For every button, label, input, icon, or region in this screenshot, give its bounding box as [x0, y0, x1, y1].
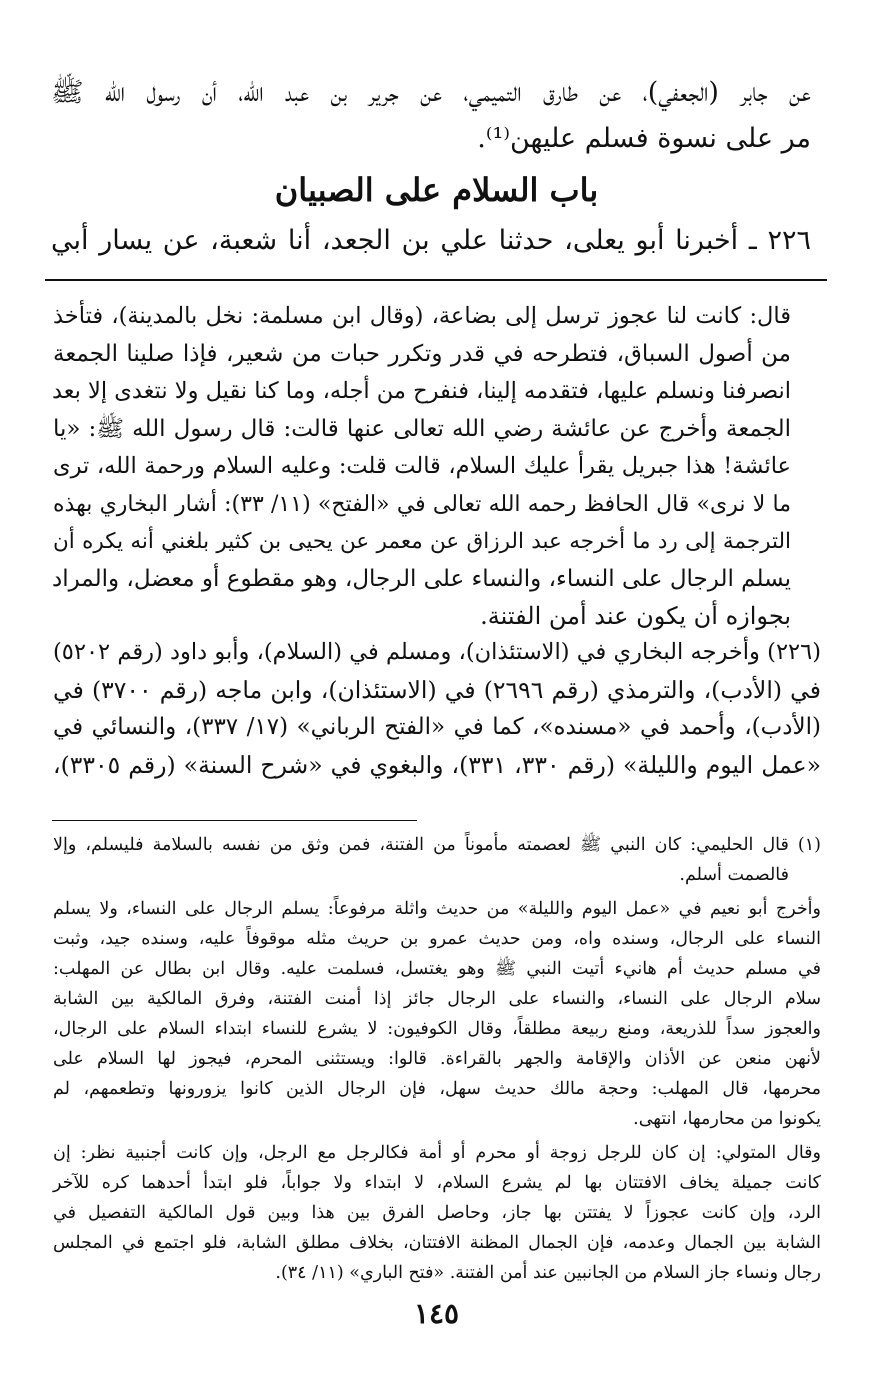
text-line: من أصول السباق، فتطرحه في قدر وتكرر حبات من شعير، فإذا صلينا الجمعة [53, 340, 791, 367]
footnote-paragraph [53, 830, 821, 890]
footnote-divider [52, 820, 417, 821]
text-line: «عمل اليوم والليلة» (رقم ٣٣٠، ٣٣١)، والبغوي في «شرح السنة» (رقم ٣٣٠٥)، [53, 750, 821, 779]
continuation-text [51, 70, 811, 162]
footnote-line: وقال المتولي: إن كان للرجل زوجة أو محرم أو أمة فكالرجل مع الرجل، وإن كانت أجنبية نظر: إن [53, 1143, 821, 1163]
text-line: انصرفنا ونسلم عليها، فتقدمه إلينا، فنفرح من أجله، وما كنا نقيل ولا نتغدى إلا بعد [51, 378, 791, 404]
text-line: الجمعة وأخرج عن عائشة رضي الله تعالى عنها قالت: قال رسول الله ﷺ: «يا [53, 415, 791, 442]
footnote-paragraph [53, 894, 821, 1134]
footnote-line: الشابة بين الجمال وعدمه، فإن الجمال المظنة الافتتان، بخلاف مطلق الشابة، فلو اجتمع في المجلس [53, 1233, 821, 1253]
text-line: بجوازه أن يكون عند أمن الفتنة. [480, 602, 791, 630]
text-line: مر على نسوة فسلم عليهن⁽¹⁾. [477, 123, 811, 154]
footnote-line: الرد، وإن كانت عجوزاً لا يفتتن بها جاز، وحاصل الفرق بين هذا وبين قول المالكية التفصيل في [53, 1203, 821, 1223]
text-line: (٢٢٦) وأخرجه البخاري في (الاستئذان)، ومسلم في (السلام)، وأبو داود (رقم ٥٢٠٢) [53, 639, 821, 665]
footnote-line: يكونوا من محارمها، انتهى. [633, 1109, 821, 1129]
page-number: ١٤٥ [413, 1297, 460, 1330]
text-line: (الأدب)، وأحمد في «مسنده»، كما في «الفتح الرباني» (١٧/ ٣٣٧)، والنسائي في [53, 714, 821, 740]
text-line: في (الأدب)، والترمذي (رقم ٢٦٩٦) في (الاستئذان)، وابن ماجه (رقم ٣٧٠٠) في [53, 675, 821, 704]
text-line: قال: كانت لنا عجوز ترسل إلى بضاعة، (وقال ابن مسلمة: نخل بالمدينة)، فتأخذ [53, 303, 791, 329]
main-divider [45, 279, 827, 281]
text-line: ما لا نرى» قال الحافظ رحمه الله تعالى في «الفتح» (١١/ ٣٣): أشار البخاري بهذه [53, 491, 791, 517]
footnote-line: النساء على الرجال، وسنده واه، ومن حديث عمرو بن حريث مثله موقوفاً عليه، وسنده جيد، وثبت [53, 929, 821, 949]
footnote-paragraph [53, 1138, 821, 1288]
footnote-line: سلام الرجال على النساء، والنساء على الرجال جائز إذا أمنت الفتنة، وفرق المالكية بين الشابة [53, 989, 821, 1009]
footnote-line: لأنهن منعن عن الأذان والإقامة والجهر بالقراءة. قالوا: ويستثنى المحرم، فيجوز لها السلام على [53, 1049, 821, 1069]
footnote-line: (١) قال الحليمي: كان النبي ﷺ لعصمته مأموناً من الفتنة، فمن وثق من نفسه بالسلامة فليسلم، وإلا [53, 835, 821, 855]
footnote-line: كانت جميلة يخاف الافتتان بها لم يشرع السلام، لا ابتداء ولا جواباً، فلو ابتدأ أحدهما كره للآخر [53, 1173, 821, 1193]
takhrij-block [53, 634, 821, 784]
footnote-line: وأخرج أبو نعيم في «عمل اليوم والليلة» من حديث واثلة مرفوعاً: يسلم الرجال على النساء، ولا يسلم [53, 899, 821, 919]
footnote-line: فالصمت أسلم. [679, 865, 789, 885]
footnotes-block [53, 830, 821, 1292]
chapter-title: باب السلام على الصبيان [274, 171, 599, 209]
text-line: عن جابر (الجعفي)، عن طارق التميمي، عن جرير بن عبد الله، أن رسول الله ﷺ [51, 77, 811, 108]
footnote-line: في مسلم حديث أم هانيء أتيت النبي ﷺ وهو يغتسل، فسلمت عليه. وقال ابن بطال عن المهلب: [53, 959, 821, 979]
footnote-line: رجال ونساء جاز السلام من الجانبين عند أمن الفتنة. «فتح الباري» (١١/ ٣٤). [275, 1263, 821, 1283]
commentary-block [53, 298, 791, 636]
text-line: الترجمة إلى رد ما أخرجه عبد الرزاق عن معمر عن يحيى بن كثير بلغني أنه يكره أن [53, 529, 791, 554]
footnote-line: والعجوز سداً للذريعة، ومنع ربيعة مطلقاً، وقال الكوفيون: لا يشرع للنساء ابتداء السلام على الرجال، [53, 1019, 821, 1039]
text-line: يسلم الرجال على النساء، والنساء على الرجال، وهو مقطوع أو معضل، والمراد [51, 565, 791, 592]
hadith-chain-line: ٢٢٦ ـ أخبرنا أبو يعلى، حدثنا علي بن الجعد، أنا شعبة، عن يسار أبي [51, 225, 811, 256]
text-line: عائشة! هذا جبريل يقرأ عليك السلام، قالت قلت: وعليه السلام ورحمة الله، ترى [53, 453, 791, 479]
footnote-line: محرمها، قال المهلب: وحجة مالك حديث سهل، فإن الرجال الذين كانوا يزورونها وتطعمهم، لم [53, 1079, 821, 1099]
